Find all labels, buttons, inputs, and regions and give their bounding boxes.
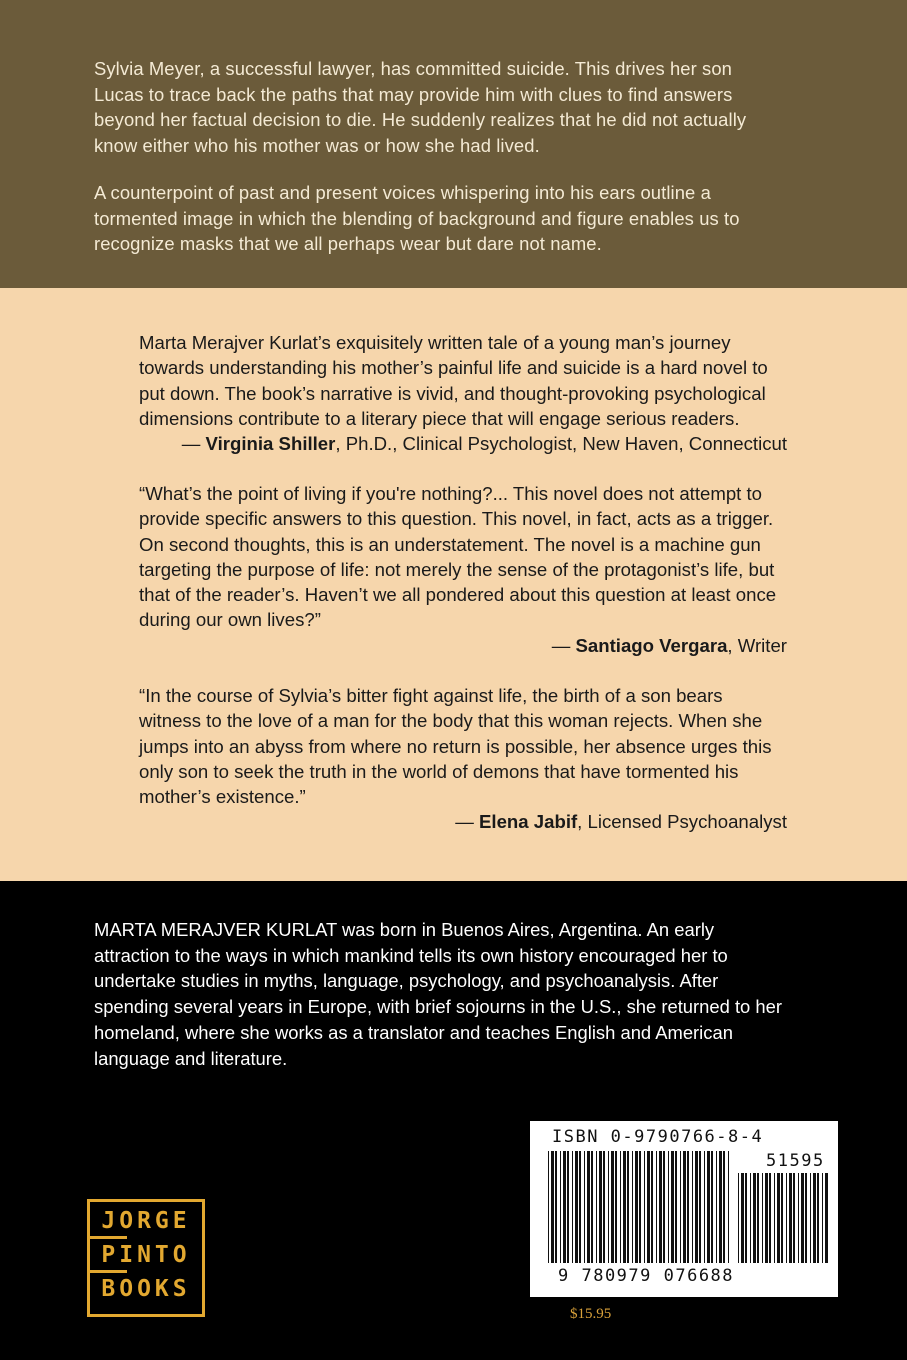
barcode-bar	[817, 1173, 819, 1263]
barcode-bar	[789, 1173, 792, 1263]
barcode-bar	[560, 1151, 561, 1263]
barcode-bar	[663, 1151, 665, 1263]
barcode-bar	[716, 1151, 717, 1263]
barcode-bar	[801, 1173, 804, 1263]
reviewer-role: , Licensed Psychoanalyst	[577, 811, 787, 833]
barcode-bar	[615, 1151, 617, 1263]
ean-number: 9 780979 076688	[558, 1266, 735, 1286]
barcode-bar	[728, 1151, 729, 1263]
isbn-label: ISBN 0-9790766-8-4	[552, 1127, 764, 1147]
barcode-bar	[825, 1173, 828, 1263]
barcode-bar	[777, 1173, 780, 1263]
barcode-bar	[623, 1151, 626, 1263]
barcode-bar	[805, 1173, 807, 1263]
barcode-bar	[603, 1151, 605, 1263]
synopsis-paragraph-1: Sylvia Meyer, a successful lawyer, has committed suicide. This drives her son Lucas to trace back the paths that may provide him with clues to find answers beyond her factual decision to die. He suddenly realizes that he did not actually know either who his mother was or how she had lived.	[94, 58, 747, 156]
barcode-bar	[683, 1151, 686, 1263]
barcode-bar	[567, 1151, 569, 1263]
barcode-bar	[584, 1151, 585, 1263]
review-text: Marta Merajver Kurlat’s exquisitely written tale of a young man’s journey towards understanding his mother’s painful life and suicide is a hard novel to put down. The book’s narrative is vivid, and thought-provoking psychological dimensions contribute to a literary piece that will engage serious readers.	[139, 332, 768, 429]
barcode-bar	[675, 1151, 677, 1263]
barcode-addon-number: 51595	[766, 1151, 825, 1171]
barcode-bar	[591, 1151, 593, 1263]
logo-divider	[87, 1270, 127, 1273]
barcode-bar	[769, 1173, 771, 1263]
barcode-bar	[781, 1173, 783, 1263]
barcode-bar	[765, 1173, 768, 1263]
barcode-bar	[774, 1173, 775, 1263]
logo-line-2: PINTO	[101, 1242, 191, 1268]
barcode-bar	[579, 1151, 581, 1263]
barcode-bar	[639, 1151, 641, 1263]
barcode-bar	[798, 1173, 799, 1263]
barcode-bar	[793, 1173, 795, 1263]
barcode-panel	[530, 1121, 838, 1297]
logo-line-3: BOOKS	[101, 1276, 191, 1302]
reviewer-name: Santiago Vergara	[575, 634, 728, 656]
barcode-bar	[741, 1173, 744, 1263]
barcode-bar	[711, 1151, 713, 1263]
barcode-bar	[596, 1151, 597, 1263]
price: $15.95	[570, 1306, 612, 1322]
barcode-bar	[620, 1151, 621, 1263]
author-bio: MARTA MERAJVER KURLAT was born in Buenos Aires, Argentina. An early attraction to the ways in which mankind tells its own history encouraged her to undertake studies in myths, language, psychology, and psychoanalysis. After spending several years in Europe, with brief sojourns in the U.S., she returned to her homeland, where she works as a translator and teaches English and American language and literature.	[94, 919, 782, 1069]
barcode-bar	[762, 1173, 763, 1263]
review-attribution: — Virginia Shiller, Ph.D., Clinical Psychologist, New Haven, Connecticut	[181, 433, 787, 455]
barcode-bar	[680, 1151, 681, 1263]
review-3	[139, 683, 787, 835]
barcode-bar	[810, 1173, 811, 1263]
barcode-bar	[611, 1151, 614, 1263]
review-attribution: — Santiago Vergara, Writer	[551, 634, 787, 656]
barcode-bar	[644, 1151, 645, 1263]
barcode-bar	[668, 1151, 669, 1263]
barcode-bar	[704, 1151, 705, 1263]
barcode-bar	[647, 1151, 650, 1263]
barcode-bar	[551, 1151, 554, 1263]
reviewer-name: Virginia Shiller	[205, 433, 336, 455]
logo-line-1: JORGE	[101, 1208, 191, 1234]
barcode-bar	[692, 1151, 693, 1263]
author-section	[0, 881, 907, 1360]
reviewer-name: Elena Jabif	[479, 811, 578, 833]
barcode-bar	[575, 1151, 578, 1263]
barcode-bar	[563, 1151, 566, 1263]
barcode-bar	[671, 1151, 674, 1263]
barcode-bar	[548, 1151, 549, 1263]
barcode-bar	[587, 1151, 590, 1263]
barcode-bar	[699, 1151, 701, 1263]
barcode-bar	[719, 1151, 722, 1263]
synopsis-paragraph-2: A counterpoint of past and present voices whispering into his ears outline a tormented image in which the blending of background and figure enables us to recognize masks that we all perhaps wear but dare not name.	[94, 182, 740, 255]
reviews-section	[0, 288, 907, 881]
barcode-bar	[822, 1173, 823, 1263]
publisher-logo	[87, 1199, 205, 1317]
review-2	[139, 481, 787, 658]
barcode-bar	[572, 1151, 573, 1263]
barcode-bar	[753, 1173, 756, 1263]
reviewer-role: , Ph.D., Clinical Psychologist, New Haven, Connecticut	[335, 433, 787, 455]
barcode-bar	[627, 1151, 629, 1263]
barcode-bar	[707, 1151, 710, 1263]
barcode-bar	[632, 1151, 633, 1263]
logo-divider	[87, 1236, 127, 1239]
barcode-bar	[786, 1173, 787, 1263]
barcode-bar	[555, 1151, 557, 1263]
barcode-bar	[656, 1151, 657, 1263]
barcode-bar	[757, 1173, 759, 1263]
barcode-bar	[695, 1151, 698, 1263]
barcode-bar	[813, 1173, 816, 1263]
barcode-bar	[599, 1151, 602, 1263]
barcode-bar	[659, 1151, 662, 1263]
review-text: “In the course of Sylvia’s bitter fight against life, the birth of a son bears witness to the love of a man for the body that this woman rejects. When she jumps into an abyss from where no return is possible, her absence urges this only son to seek the truth in the world of demons that have tormented his mother’s existence.”	[139, 685, 772, 808]
barcode-bar	[745, 1173, 747, 1263]
barcode-bar	[738, 1173, 739, 1263]
barcode-bar	[608, 1151, 609, 1263]
barcode-bar	[723, 1151, 725, 1263]
review-attribution: — Elena Jabif, Licensed Psychoanalyst	[455, 811, 787, 833]
reviewer-role: , Writer	[727, 634, 787, 656]
barcode-bar	[651, 1151, 653, 1263]
review-text: “What’s the point of living if you're nothing?... This novel does not attempt to provide specific answers to this question. This novel, in fact, acts as a trigger. On second thoughts, this is an understatement. The novel is a machine gun targeting the purpose of life: not merely the sense of the protagonist’s life, but that of the reader’s. Haven’t we all pondered about this question at least once during our own lives?”	[139, 483, 777, 631]
review-1	[139, 330, 787, 456]
barcode-bar	[750, 1173, 751, 1263]
barcode-bar	[635, 1151, 638, 1263]
synopsis-section	[0, 0, 907, 288]
barcode-bar	[687, 1151, 689, 1263]
